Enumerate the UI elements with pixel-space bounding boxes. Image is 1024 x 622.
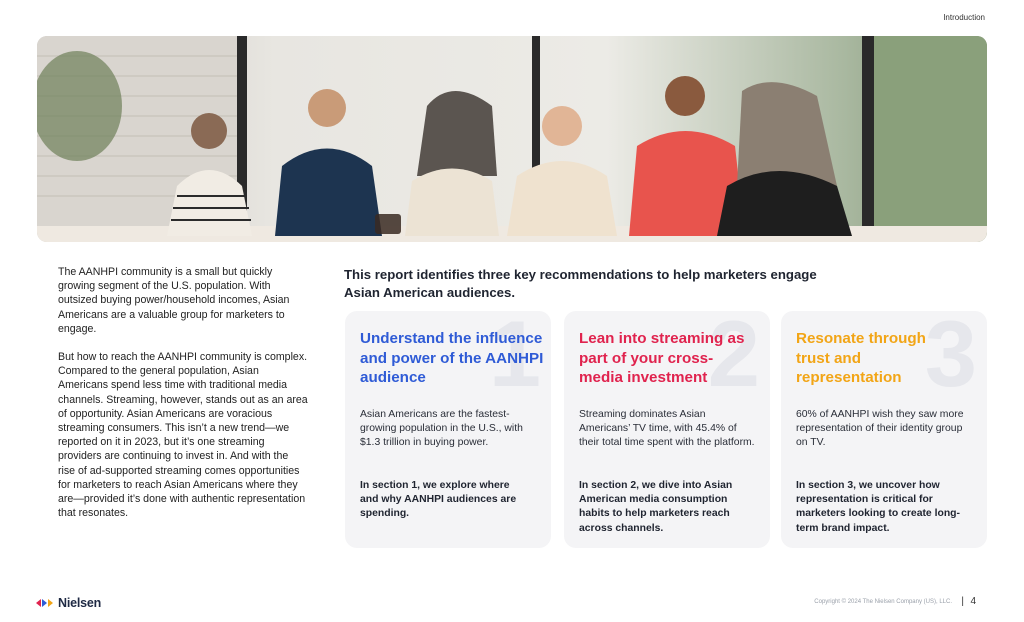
footer-separator: |	[961, 596, 964, 607]
nielsen-mark-icon	[36, 598, 54, 608]
recommendation-card-2	[564, 311, 770, 548]
card-description: Asian Americans are the fastest-growing population in the U.S., with $1.3 trillion in buying power.	[360, 409, 523, 449]
copyright: Copyright © 2024 The Nielsen Company (US), LLC.	[814, 599, 952, 605]
recommendation-card-1	[345, 311, 551, 548]
card-number: 1	[488, 311, 541, 406]
page-number: 4	[970, 596, 976, 607]
intro-text	[58, 265, 308, 520]
section-label: Introduction	[943, 13, 985, 22]
card-title: Lean into streaming as part of your cross-media investment	[579, 330, 745, 386]
nielsen-logo	[36, 596, 101, 610]
card-description: Streaming dominates Asian Americans’ TV time, with 45.4% of their total time spent with the platform.	[579, 409, 755, 449]
card-cta: In section 3, we uncover how representation is critical for marketers looking to create long-term brand impact.	[796, 480, 960, 534]
card-cta: In section 1, we explore where and why AANHPI audiences are spending.	[360, 480, 517, 520]
brand-name: Nielsen	[58, 596, 102, 610]
recommendation-card-3	[781, 311, 987, 548]
card-description: 60% of AANHPI wish they saw more representation of their identity group on TV.	[796, 409, 964, 449]
card-title: Resonate through trust and representation	[796, 330, 926, 386]
hero-photo	[37, 36, 987, 242]
card-title: Understand the influence and power of the AANHPI audience	[360, 330, 544, 386]
intro-paragraph: But how to reach the AANHPI community is complex. Compared to the general population, Asian Americans spend less time with traditional media channels. Streaming, however, stands out as an area of opportunity. Asian Americans are voracious streaming consumers. This isn’t a new trend—we reported on it in 2023, but it’s one streaming providers are continuing to invest in. And with the rise of ad-supported streaming comes opportunities for marketers to reach Asian Americans where they are—provided it’s done with authentic representation that resonates.	[58, 351, 308, 520]
card-number: 2	[707, 311, 760, 406]
lead-heading: This report identifies three key recommendations to help marketers engage Asian American audiences.	[344, 267, 817, 300]
card-number: 3	[924, 311, 977, 406]
card-cta: In section 2, we dive into Asian American media consumption habits to help marketers reach across channels.	[579, 480, 733, 534]
intro-paragraph: The AANHPI community is a small but quickly growing segment of the U.S. population. With outsized buying power/household incomes, Asian Americans are a valuable group for marketers to engage.	[58, 266, 290, 335]
